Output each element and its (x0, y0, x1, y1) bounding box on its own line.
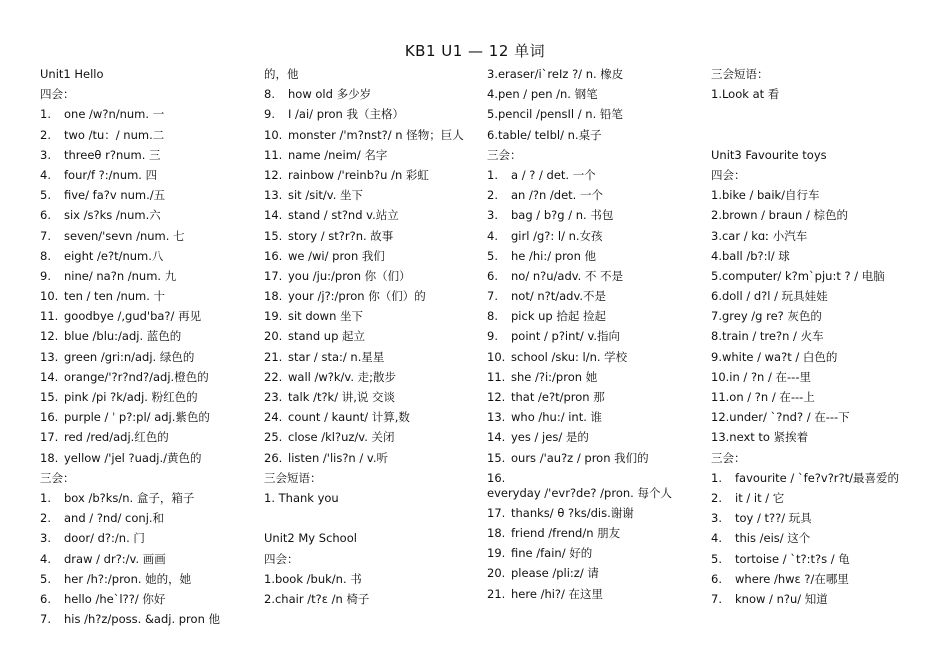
entry-text: box /b?ks/n. 盒子，箱子 (64, 490, 195, 505)
entry-number: 10. (40, 289, 59, 304)
entry-number: 6. (40, 591, 51, 606)
entry-text: school /sku: l/n. 学校 (511, 349, 628, 364)
entry-number: 9. (40, 268, 51, 283)
text-line (711, 185, 911, 205)
column-4 (711, 64, 911, 609)
vocab-entry (264, 104, 469, 124)
entry-text: we /wi/ pron 我们 (288, 248, 385, 263)
entry-text: listen /'lis?n / v.听 (288, 450, 388, 465)
entry-text: 1. Thank you (264, 490, 339, 505)
vocab-entry (40, 145, 245, 165)
entry-number: 6. (487, 268, 498, 283)
entry-number: 12. (264, 167, 283, 182)
entry-text: blue /blu:/adj. 蓝色的 (64, 329, 182, 344)
entry-number: 8. (487, 309, 498, 324)
entry-number: 2. (40, 511, 51, 526)
entry-text: six /s?ks /num.六 (64, 208, 161, 223)
text-line (711, 367, 911, 387)
entry-text: not/ n?t/adv.不是 (511, 289, 607, 304)
entry-text: 1.bike / baik/自行车 (711, 188, 820, 203)
text-line (264, 569, 469, 589)
entry-number: 22. (264, 369, 283, 384)
entry-number: 16. (487, 470, 506, 485)
text-line (711, 64, 911, 84)
entry-text: know / n?u/ 知道 (735, 591, 828, 606)
vocab-entry (711, 488, 911, 508)
entry-text: he /hi:/ pron 他 (511, 248, 597, 263)
vocab-entry (487, 286, 692, 306)
vocab-entry (264, 387, 469, 407)
vocab-entry (711, 549, 911, 569)
vocab-entry (487, 563, 692, 583)
entry-text: friend /frend/n 朋友 (511, 525, 621, 540)
vocab-entry (40, 226, 245, 246)
text-line (264, 64, 469, 84)
entry-number: 8. (40, 248, 51, 263)
text-line (711, 306, 911, 326)
text-line (487, 145, 692, 165)
vocab-entry (711, 528, 911, 548)
text-line (711, 125, 911, 145)
entry-text: 3.car / kɑː 小汽车 (711, 228, 808, 243)
entry-text: 2.chair /t?ε /n 椅子 (264, 591, 370, 606)
text-line (711, 266, 911, 286)
entry-text: how old 多少岁 (288, 87, 372, 102)
entry-text: threeθ r?num. 三 (64, 147, 161, 162)
entry-text: 5.computer/ k?m`pju:t ? / 电脑 (711, 268, 885, 283)
entry-number: 6. (40, 208, 51, 223)
entry-text: Unit2 My School (264, 531, 357, 546)
vocab-entry (487, 347, 692, 367)
entry-number: 21. (487, 586, 506, 601)
entry-number: 4. (711, 531, 722, 546)
entry-number: 23. (264, 390, 283, 404)
entry-number: 2. (487, 188, 498, 203)
entry-text: door/ d?:/n. 门 (64, 531, 145, 546)
entry-text: count / kaunt/ 计算,数 (288, 410, 410, 425)
entry-text: purple / ˈ p?:pl/ adj.紫色的 (64, 410, 210, 425)
entry-number: 17. (487, 505, 506, 520)
entry-text: 10.in / ?n / 在---里 (711, 369, 811, 384)
entry-text: and / ?nd/ conj.和 (64, 511, 165, 526)
entry-text: thanks/ θ ?ks/dis.谢谢 (511, 505, 634, 520)
entry-text: Unit1 Hello (40, 67, 104, 81)
vocab-entry (487, 543, 692, 563)
text-line (711, 427, 911, 447)
entry-number: 19. (487, 546, 506, 561)
entry-text: your /j?:/pron 你（们）的 (288, 289, 426, 304)
entry-number: 5. (40, 188, 51, 203)
entry-number: 15. (40, 390, 59, 404)
entry-number: 15. (264, 228, 283, 243)
entry-number: 6. (711, 571, 722, 586)
entry-text: 的，他 (264, 67, 299, 81)
entry-text: I /ai/ pron 我（主格） (288, 107, 404, 122)
entry-text: sit /sit/v. 坐下 (288, 188, 364, 203)
vocab-entry (40, 347, 245, 367)
entry-number: 8. (264, 87, 275, 102)
entry-number: 12. (487, 390, 506, 404)
vocab-entry (40, 508, 245, 528)
text-line (711, 407, 911, 427)
entry-text: a / ? / det. 一个 (511, 167, 596, 182)
entry-number: 16. (40, 410, 59, 425)
entry-text: 三会： (487, 147, 522, 162)
vocab-entry (40, 609, 245, 629)
entry-text: close /kl?uz/v. 关闭 (288, 430, 395, 445)
entry-text: rainbow /'reinb?u /n 彩虹 (288, 167, 429, 182)
entry-text: 7.grey /g re? 灰色的 (711, 309, 822, 324)
entry-text: four/f ?:/num. 四 (64, 167, 158, 182)
vocab-entry (264, 427, 469, 447)
entry-text: 三会短语： (711, 67, 769, 81)
entry-text: no/ n?u/adv. 不 不是 (511, 268, 624, 283)
vocab-entry (487, 584, 692, 604)
entry-text: who /hu:/ int. 谁 (511, 410, 603, 425)
entry-number: 13. (487, 410, 506, 425)
entry-text: goodbye /,gud'ba?/ 再见 (64, 309, 202, 324)
vocab-entry (40, 569, 245, 589)
entry-number: 16. (264, 248, 283, 263)
vocab-entry (487, 326, 692, 346)
entry-text: you /ju:/pron 你（们） (288, 268, 411, 283)
vocab-entry (487, 185, 692, 205)
entry-text: 1.Look at 看 (711, 87, 780, 102)
entry-number: 5. (711, 551, 722, 566)
vocab-entry (264, 205, 469, 225)
vocab-entry (264, 226, 469, 246)
vocab-entry (487, 205, 692, 225)
entry-text: this /eis/ 这个 (735, 531, 811, 546)
entry-number: 14. (487, 430, 506, 445)
vocab-entry (40, 427, 245, 447)
entry-text: favourite / `fe?v?r?t/最喜爱的 (735, 470, 900, 485)
entry-number: 7. (40, 612, 51, 627)
vocab-entry (264, 347, 469, 367)
vocab-entry (40, 367, 245, 387)
vocab-entry (264, 165, 469, 185)
vocab-entry (264, 185, 469, 205)
entry-number: 3. (40, 531, 51, 546)
entry-number: 25. (264, 430, 283, 445)
text-line (711, 286, 911, 306)
text-line (264, 549, 469, 569)
entry-number: 3. (40, 147, 51, 162)
text-line (711, 145, 911, 165)
vocab-entry (264, 448, 469, 468)
entry-text: please /pli:z/ 请 (511, 566, 599, 581)
entry-text: 4.ball /b?:l/ 球 (711, 248, 790, 263)
vocab-entry (40, 165, 245, 185)
entry-text: green /gri:n/adj. 绿色的 (64, 349, 195, 364)
entry-number: 7. (487, 289, 498, 304)
entry-text: two /tu：/ num.二 (64, 127, 165, 142)
text-line (264, 508, 469, 528)
entry-text: Unit3 Favourite toys (711, 147, 827, 162)
text-line (487, 104, 692, 124)
entry-number: 4. (487, 228, 498, 243)
vocab-entry (40, 205, 245, 225)
vocab-entry (40, 589, 245, 609)
text-line (711, 205, 911, 225)
column-2 (264, 64, 469, 609)
entry-text: 9.white / wa?t / 白色的 (711, 349, 838, 364)
text-line (40, 64, 245, 84)
entry-text: girl /g?: l/ n.女孩 (511, 228, 603, 243)
text-line (487, 64, 692, 84)
vocab-entry (40, 528, 245, 548)
entry-text: 6.table/ teIbl/ n.桌子 (487, 127, 602, 142)
entry-number: 13. (40, 349, 59, 364)
entry-number: 5. (40, 571, 51, 586)
vocab-entry (40, 387, 245, 407)
entry-text: yellow /'jel ?uadj./黄色的 (64, 450, 202, 465)
text-line (264, 468, 469, 488)
vocab-entry (487, 468, 692, 503)
entry-text: fine /fain/ 好的 (511, 546, 593, 561)
entry-number: 11. (264, 147, 283, 162)
text-line (264, 488, 469, 508)
entry-number: 21. (264, 349, 283, 364)
entry-text: toy / t??/ 玩具 (735, 511, 812, 526)
entry-text: 三会： (40, 470, 75, 485)
page-title: KB1 U1 — 12 单词 (404, 42, 546, 60)
entry-text: talk /t?k/ 讲,说 交谈 (288, 390, 396, 404)
text-line (711, 326, 911, 346)
entry-number: 14. (264, 208, 283, 223)
text-line (711, 84, 911, 104)
entry-text: nine/ na?n /num. 九 (64, 268, 177, 283)
vocab-entry (487, 165, 692, 185)
entry-text: name /neim/ 名字 (288, 147, 388, 162)
entry-number: 1. (40, 107, 51, 122)
text-line (711, 246, 911, 266)
entry-number: 11. (40, 309, 59, 324)
entry-number: 19. (264, 309, 283, 324)
entry-text: ours /'au?z / pron 我们的 (511, 450, 649, 465)
entry-text: story / st?r?n. 故事 (288, 228, 394, 243)
entry-number: 24. (264, 410, 283, 425)
entry-number: 4. (40, 551, 51, 566)
entry-number: 2. (40, 127, 51, 142)
entry-number: 18. (487, 525, 506, 540)
entry-text: she /?i:/pron 她 (511, 369, 598, 384)
entry-text: 2.brown / braun / 棕色的 (711, 208, 849, 223)
vocab-entry (40, 488, 245, 508)
entry-text: 四会： (711, 167, 746, 182)
vocab-entry (487, 523, 692, 543)
entry-text: monster /'m?nst?/ n 怪物；巨人 (288, 127, 464, 142)
entry-number: 12. (40, 329, 59, 344)
vocab-entry (40, 185, 245, 205)
vocab-entry (264, 246, 469, 266)
entry-text: here /hi?/ 在这里 (511, 586, 604, 601)
vocab-entry (487, 367, 692, 387)
entry-text: 11.on / ?n / 在---上 (711, 390, 815, 404)
entry-text: point / p?int/ v.指向 (511, 329, 621, 344)
vocab-entry (264, 125, 469, 145)
entry-number: 20. (487, 566, 506, 581)
entry-text: five/ fa?v num./五 (64, 188, 166, 203)
entry-text: red /red/adj.红色的 (64, 430, 169, 445)
entry-number: 13. (264, 188, 283, 203)
entry-number: 14. (40, 369, 59, 384)
vocab-entry (40, 306, 245, 326)
vocab-entry (40, 549, 245, 569)
entry-number: 5. (487, 248, 498, 263)
entry-text: one /w?n/num. 一 (64, 107, 165, 122)
entry-number: 9. (487, 329, 498, 344)
text-line (40, 468, 245, 488)
text-line (487, 84, 692, 104)
entry-text: everyday /'evr?de? /pron. 每个人 (487, 485, 672, 500)
entry-number: 18. (264, 289, 283, 304)
vocab-entry (40, 246, 245, 266)
entry-number: 10. (487, 349, 506, 364)
entry-text: an /?n /det. 一个 (511, 188, 603, 203)
vocab-entry (264, 145, 469, 165)
entry-number: 4. (40, 167, 51, 182)
vocab-entry (487, 306, 692, 326)
entry-text: 8.train / tre?n / 火车 (711, 329, 824, 344)
vocab-entry (487, 226, 692, 246)
entry-number: 1. (711, 470, 722, 485)
entry-text: 四会： (264, 551, 299, 566)
vocab-entry (487, 407, 692, 427)
entry-text: where /hwε ?/在哪里 (735, 571, 849, 586)
entry-text: pick up 拾起 捡起 (511, 309, 607, 324)
text-line (711, 165, 911, 185)
vocab-entry (487, 266, 692, 286)
vocab-entry (487, 427, 692, 447)
text-line (487, 125, 692, 145)
vocab-entry (711, 468, 911, 488)
entry-text: seven/'sevn /num. 七 (64, 228, 185, 243)
vocab-entry (40, 407, 245, 427)
entry-text: 12.under/ `?nd? / 在---下 (711, 410, 850, 425)
entry-text: 四会： (40, 87, 75, 102)
entry-text: 3.eraser/i`reIz ?/ n. 橡皮 (487, 67, 624, 81)
vocab-entry (40, 125, 245, 145)
entry-text: sit down 坐下 (288, 309, 364, 324)
entry-text: 4.pen / pen /n. 钢笔 (487, 87, 598, 102)
vocab-entry (711, 569, 911, 589)
vocab-entry (487, 246, 692, 266)
entry-text: bag / b?g / n. 书包 (511, 208, 614, 223)
entry-number: 7. (40, 228, 51, 243)
entry-text: hello /he`l??/ 你好 (64, 591, 166, 606)
vocab-entry (40, 104, 245, 124)
entry-text: stand / st?nd v.站立 (288, 208, 399, 223)
entry-text: his /h?z/poss. &adj. pron 他 (64, 612, 221, 627)
entry-text: star / sta:/ n.星星 (288, 349, 385, 364)
vocab-entry (40, 286, 245, 306)
column-3 (487, 64, 692, 604)
entry-number: 18. (40, 450, 59, 465)
vocab-entry (487, 387, 692, 407)
vocab-entry (264, 84, 469, 104)
entry-text: 13.next to 紧挨着 (711, 430, 809, 445)
entry-number: 26. (264, 450, 283, 465)
text-line (711, 104, 911, 124)
entry-text: wall /w?k/v. 走;散步 (288, 369, 397, 384)
entry-text: draw / dr?:/v. 画画 (64, 551, 166, 566)
vocab-entry (40, 326, 245, 346)
entry-text: stand up 起立 (288, 329, 366, 344)
entry-number: 3. (487, 208, 498, 223)
entry-text: it / it / 它 (735, 490, 785, 505)
text-line (711, 387, 911, 407)
text-line (711, 448, 911, 468)
vocab-entry (264, 326, 469, 346)
vocab-entry (264, 367, 469, 387)
entry-number: 15. (487, 450, 506, 465)
entry-text: 1.book /buk/n. 书 (264, 571, 362, 586)
entry-number: 1. (487, 167, 498, 182)
text-line (711, 347, 911, 367)
entry-text: tortoise / `t?:t?s / 龟 (735, 551, 850, 566)
vocab-entry (40, 266, 245, 286)
vocab-entry (40, 448, 245, 468)
vocab-entry (711, 589, 911, 609)
vocab-entry (711, 508, 911, 528)
entry-text: her /h?:/pron. 她的，她 (64, 571, 192, 586)
column-1 (40, 64, 245, 629)
entry-text: orange/'?r?nd?/adj.橙色的 (64, 369, 209, 384)
entry-text: 6.doll / d?l / 玩具娃娃 (711, 289, 828, 304)
entry-text: that /e?t/pron 那 (511, 390, 605, 404)
entry-number: 1. (40, 490, 51, 505)
entry-number: 17. (40, 430, 59, 445)
entry-text: yes / jes/ 是的 (511, 430, 589, 445)
entry-number: 9. (264, 107, 275, 122)
text-line (264, 528, 469, 548)
text-line (711, 226, 911, 246)
entry-number: 7. (711, 591, 722, 606)
entry-number: 3. (711, 511, 722, 526)
text-line (264, 589, 469, 609)
vocab-entry (487, 448, 692, 468)
vocab-entry (264, 286, 469, 306)
entry-number: 10. (264, 127, 283, 142)
entry-number: 17. (264, 268, 283, 283)
entry-text: 三会： (711, 450, 746, 465)
entry-text: 5.pencil /pensIl / n. 铅笔 (487, 107, 623, 122)
entry-text: ten / ten /num. 十 (64, 289, 166, 304)
entry-text: eight /e?t/num.八 (64, 248, 164, 263)
entry-number: 11. (487, 369, 506, 384)
entry-number: 20. (264, 329, 283, 344)
vocab-entry (264, 266, 469, 286)
vocab-entry (264, 306, 469, 326)
entry-text: pink /pi ?k/adj. 粉红色的 (64, 390, 198, 404)
entry-text: 三会短语： (264, 470, 322, 485)
text-line (40, 84, 245, 104)
vocab-entry (264, 407, 469, 427)
vocab-entry (487, 503, 692, 523)
entry-number: 2. (711, 490, 722, 505)
